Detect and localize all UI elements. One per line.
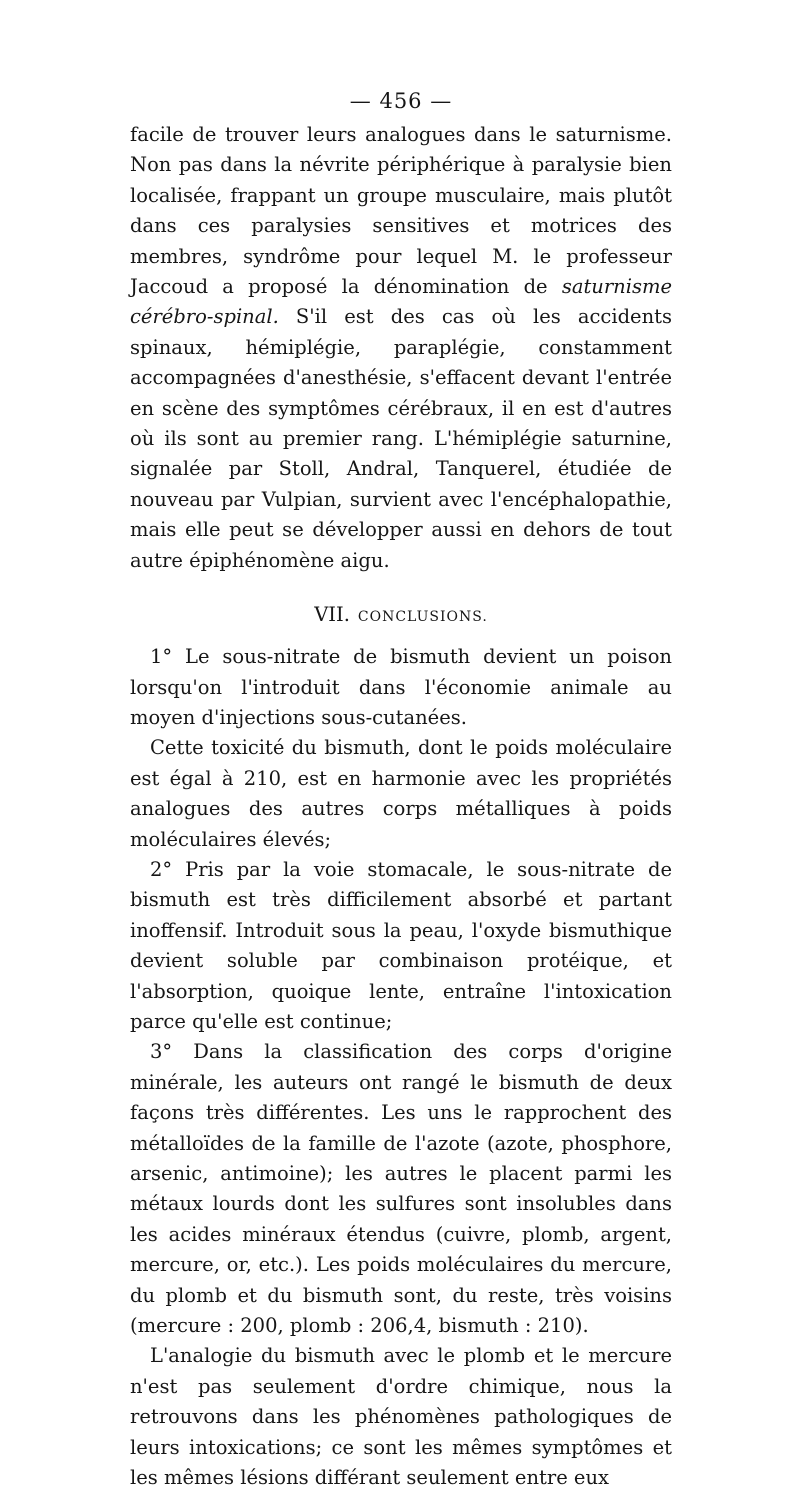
section-heading	[130, 600, 672, 632]
intro-paragraph	[130, 120, 672, 576]
conclusion-paragraph-1: 1° Le sous-nitrate de bismuth devient un poison lorsqu'on l'introduit dans l'économie animale au moyen d'injections sous-cutanées.	[130, 645, 672, 729]
book-page	[130, 86, 672, 1493]
intro-emphasis: saturnisme cérébro-spinal.	[130, 275, 672, 329]
intro-text-start: facile de trouver leurs analogues dans le saturnisme. Non pas dans la névrite périphérique à paralysie bien localisée, frappant un groupe musculaire, mais plutôt dans ces paralysies sensitives et motrices des membres, syndrôme pour lequel M. le professeur Jaccoud a proposé la dénomination de	[130, 123, 672, 299]
conclusion-paragraph-2: Cette toxicité du bismuth, dont le poids moléculaire est égal à 210, est en harmonie avec les propriétés analogues des autres corps métalliques à poids moléculaires élevés;	[130, 736, 672, 851]
intro-text-end: S'il est des cas où les accidents spinaux, hémiplégie, paraplégie, constamment accompagnées d'anesthésie, s'effacent devant l'entrée en scène des symptômes cérébraux, il en est d'autres où ils sont au premier rang. L'hémiplégie saturnine, signalée par Stoll, Andral, Tanquerel, étudiée de nouveau par Vulpian, survient avec l'encéphalopathie, mais elle peut se développer aussi en dehors de tout autre épiphénomène aigu.	[130, 305, 672, 572]
conclusion-paragraph-3: 2° Pris par la voie stomacale, le sous-nitrate de bismuth est très difficilement absorbé et partant inoffensif. Introduit sous la peau, l'oxyde bismuthique devient soluble par combinaison protéique, et l'absorption, quoique lente, entraîne l'intoxication parce qu'elle est continue;	[130, 857, 672, 1033]
conclusion-paragraph-4: 3° Dans la classification des corps d'origine minérale, les auteurs ont rangé le bismuth de deux façons très différentes. Les uns le rapprochent des métalloïdes de la famille de l'azote (azote, phosphore, arsenic, antimoine); les autres le placent parmi les métaux lourds dont les sulfures sont insolubles dans les acides minéraux étendus (cuivre, plomb, argent, mercure, or, etc.). Les poids moléculaires du mercure, du plomb et du bismuth sont, du reste, très voisins (mercure : 200, plomb : 206,4, bismuth : 210).	[130, 1040, 672, 1338]
page-number: — 456 —	[349, 89, 453, 113]
conclusion-paragraph-5: L'analogie du bismuth avec le plomb et le mercure n'est pas seulement d'ordre chimique, nous la retrouvons dans les phénomènes pathologiques de leurs intoxications; ce sont les mêmes symptômes et les mêmes lésions différant seulement entre eux	[130, 1344, 672, 1490]
section-number: VII.	[314, 603, 350, 627]
section-title: CONCLUSIONS.	[357, 609, 488, 626]
